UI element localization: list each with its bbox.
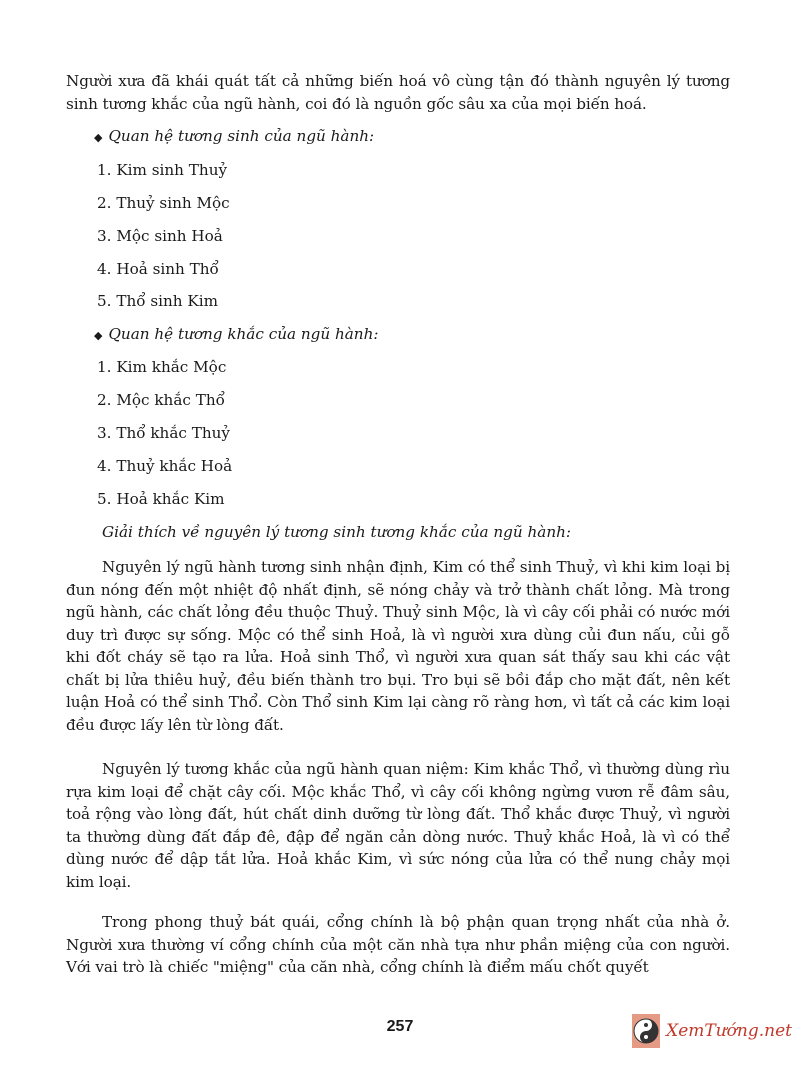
body-paragraph: Trong phong thuỷ bát quái, cổng chính là bộ phận quan trọng nhất của nhà ở. Người xưa thường ví cổng chính của một căn nhà tựa như phần miệng của con người. Với vai trò là chiếc "miệng" của căn nhà, cổng chính là điểm mấu chốt quyết — [66, 913, 730, 976]
intro-paragraph: Người xưa đã khái quát tất cả những biến hoá vô cùng tận đó thành nguyên lý tương sinh tương khắc của ngũ hành, coi đó là nguồn gốc sâu xa của mọi biến hoá. — [66, 72, 730, 113]
sinh-item: 5. Thổ sinh Kim — [97, 292, 218, 310]
page-number: 257 — [386, 1018, 414, 1035]
watermark-logo — [632, 1012, 792, 1050]
sinh-heading: ◆ Quan hệ tương sinh của ngũ hành: — [94, 127, 375, 145]
khac-heading: ◆ Quan hệ tương khắc của ngũ hành: — [94, 325, 379, 343]
khac-item: 1. Kim khắc Mộc — [97, 358, 227, 376]
khac-item: 3. Thổ khắc Thuỷ — [97, 424, 230, 442]
khac-item: 4. Thuỷ khắc Hoả — [97, 457, 233, 475]
sinh-item: 4. Hoả sinh Thổ — [97, 260, 219, 278]
explain-heading: Giải thích về nguyên lý tương sinh tương khắc của ngũ hành: — [102, 523, 571, 541]
khac-item: 5. Hoả khắc Kim — [97, 490, 225, 508]
yin-yang-icon — [632, 1014, 660, 1048]
sinh-item: 2. Thuỷ sinh Mộc — [97, 194, 230, 212]
body-paragraph: Nguyên lý ngũ hành tương sinh nhận định, Kim có thể sinh Thuỷ, vì khi kim loại bị đun nóng đến một nhiệt độ nhất định, sẽ nóng chảy và trở thành chất lỏng. Mà trong ngũ hành, các chất lỏng đều thuộc Thuỷ. Thuỷ sinh Mộc, là vì cây cối phải có nước mới duy trì được sự sống. Mộc có thể sinh Hoả, là vì người xưa dùng củi đun nấu, củi gỗ khi đốt cháy sẽ tạo ra lửa. Hoả sinh Thổ, vì người xưa quan sát thấy sau khi các vật chất bị lửa thiêu huỷ, đều biến thành tro bụi. Tro bụi sẽ bồi đắp cho mặt đất, nên kết luận Hoả có thể sinh Thổ. Còn Thổ sinh Kim lại càng rõ ràng hơn, vì tất cả các kim loại đều được lấy lên từ lòng đất. — [66, 558, 730, 734]
watermark-text: XemTướng.net — [666, 1021, 792, 1041]
sinh-item: 1. Kim sinh Thuỷ — [97, 161, 228, 179]
diamond-bullet-icon: ◆ — [94, 131, 103, 144]
diamond-bullet-icon: ◆ — [94, 329, 103, 342]
body-paragraph: Nguyên lý tương khắc của ngũ hành quan niệm: Kim khắc Thổ, vì thường dùng rìu rựa kim loại để chặt cây cối. Mộc khắc Thổ, vì cây cối không ngừng vươn rễ đâm sâu, toả rộng vào lòng đất, hút chất dinh dưỡng từ lòng đất. Thổ khắc được Thuỷ, vì người ta thường dùng đất đắp đê, đập để ngăn cản dòng nước. Thuỷ khắc Hoả, là vì có thể dùng nước để dập tắt lửa. Hoả khắc Kim, vì sức nóng của lửa có thể nung chảy mọi kim loại. — [66, 760, 730, 891]
khac-item: 2. Mộc khắc Thổ — [97, 391, 225, 409]
sinh-item: 3. Mộc sinh Hoả — [97, 227, 223, 245]
